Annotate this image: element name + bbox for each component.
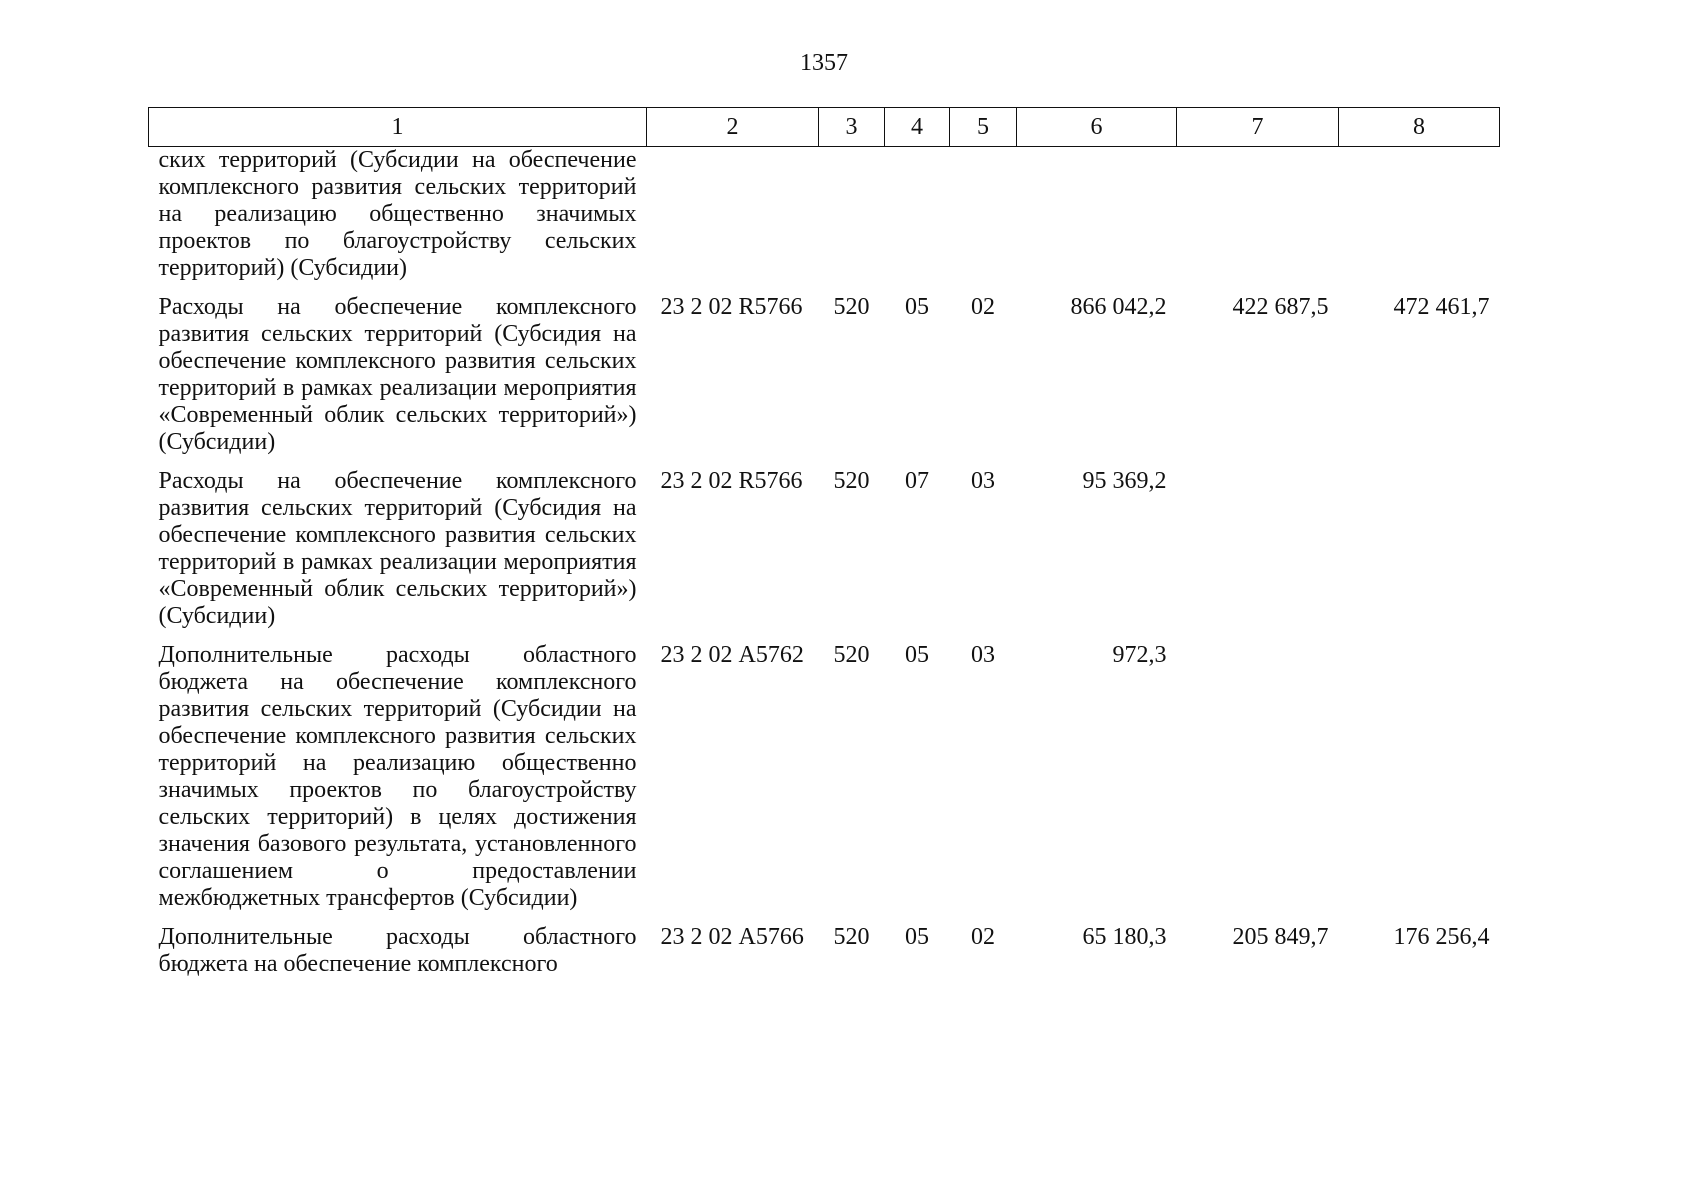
row-description: Дополнительные расходы областного бюджета на обеспечение комплексного: [158, 924, 637, 977]
row-description: ских территорий (Субсидии на обеспечение комплексного развития сельских территорий на реализацию общественно значимых проектов по благоустройству сельских территорий) (Субсидии): [158, 147, 637, 281]
column-header-2: 2: [647, 108, 819, 147]
row-expense-type: 520: [833, 642, 870, 668]
row-amount-col8: [1339, 468, 1500, 642]
table-row: [149, 147, 1500, 295]
column-header-6: 6: [1017, 108, 1177, 147]
row-subsection: 02: [971, 294, 995, 320]
column-header-8: 8: [1339, 108, 1500, 147]
table-header: [149, 108, 1500, 147]
row-section: 05: [905, 924, 929, 950]
row-subsection: 03: [971, 468, 995, 494]
row-target-item: 23 2 02 А5762: [660, 642, 804, 668]
row-amount-col7: [1177, 468, 1339, 642]
row-amount-col7: [1177, 642, 1339, 924]
column-header-7: 7: [1177, 108, 1339, 147]
row-amount-col6: [1017, 147, 1177, 295]
row-target-item: 23 2 02 R5766: [660, 294, 803, 320]
row-description: Дополнительные расходы областного бюджета на обеспечение комплексного развития сельских территорий (Субсидии на обеспечение комплексного развития сельских территорий на реализацию общественно значимых проектов по благоустройству сельских территорий) в целях достижения значения базового результата, установленного соглашением о предоставлении межбюджетных трансфертов (Субсидии): [158, 642, 637, 911]
page-number: 1357: [800, 50, 848, 76]
row-expense-type: [819, 147, 885, 295]
table-row: [149, 924, 1500, 990]
row-expense-type: 520: [833, 468, 870, 494]
row-amount-col6: 972,3: [1112, 642, 1167, 668]
column-header-1: 1: [149, 108, 647, 147]
row-amount-col8: 472 461,7: [1393, 294, 1490, 320]
row-amount-col7: [1177, 147, 1339, 295]
row-amount-col6: 866 042,2: [1070, 294, 1167, 320]
row-amount-col7: 205 849,7: [1232, 924, 1329, 950]
row-amount-col6: 65 180,3: [1082, 924, 1167, 950]
row-section: 07: [905, 468, 929, 494]
table-row: [149, 642, 1500, 924]
column-header-3: 3: [819, 108, 885, 147]
row-subsection: [950, 147, 1017, 295]
row-amount-col6: 95 369,2: [1082, 468, 1167, 494]
row-subsection: 03: [971, 642, 995, 668]
table-row: [149, 468, 1500, 642]
row-description: Расходы на обеспечение комплексного развития сельских территорий (Субсидия на обеспечение комплексного развития сельских территорий в рамках реализации мероприятия «Современный облик сельских территорий») (Субсидии): [158, 468, 637, 629]
row-amount-col8: [1339, 642, 1500, 924]
table-body: [149, 147, 1500, 991]
budget-table: [148, 107, 1500, 990]
row-amount-col7: 422 687,5: [1232, 294, 1329, 320]
row-target-item: [647, 147, 819, 295]
row-amount-col8: 176 256,4: [1393, 924, 1490, 950]
row-subsection: 02: [971, 924, 995, 950]
row-section: 05: [905, 642, 929, 668]
column-header-4: 4: [885, 108, 950, 147]
row-amount-col8: [1339, 147, 1500, 295]
column-header-5: 5: [950, 108, 1017, 147]
row-description: Расходы на обеспечение комплексного развития сельских территорий (Субсидия на обеспечение комплексного развития сельских территорий в рамках реализации мероприятия «Современный облик сельских территорий») (Субсидии): [158, 294, 637, 455]
row-target-item: 23 2 02 R5766: [660, 468, 803, 494]
row-target-item: 23 2 02 А5766: [660, 924, 804, 950]
column-number-row: [149, 108, 1500, 147]
table-row: [149, 294, 1500, 468]
row-expense-type: 520: [833, 294, 870, 320]
row-expense-type: 520: [833, 924, 870, 950]
row-section: [885, 147, 950, 295]
row-section: 05: [905, 294, 929, 320]
